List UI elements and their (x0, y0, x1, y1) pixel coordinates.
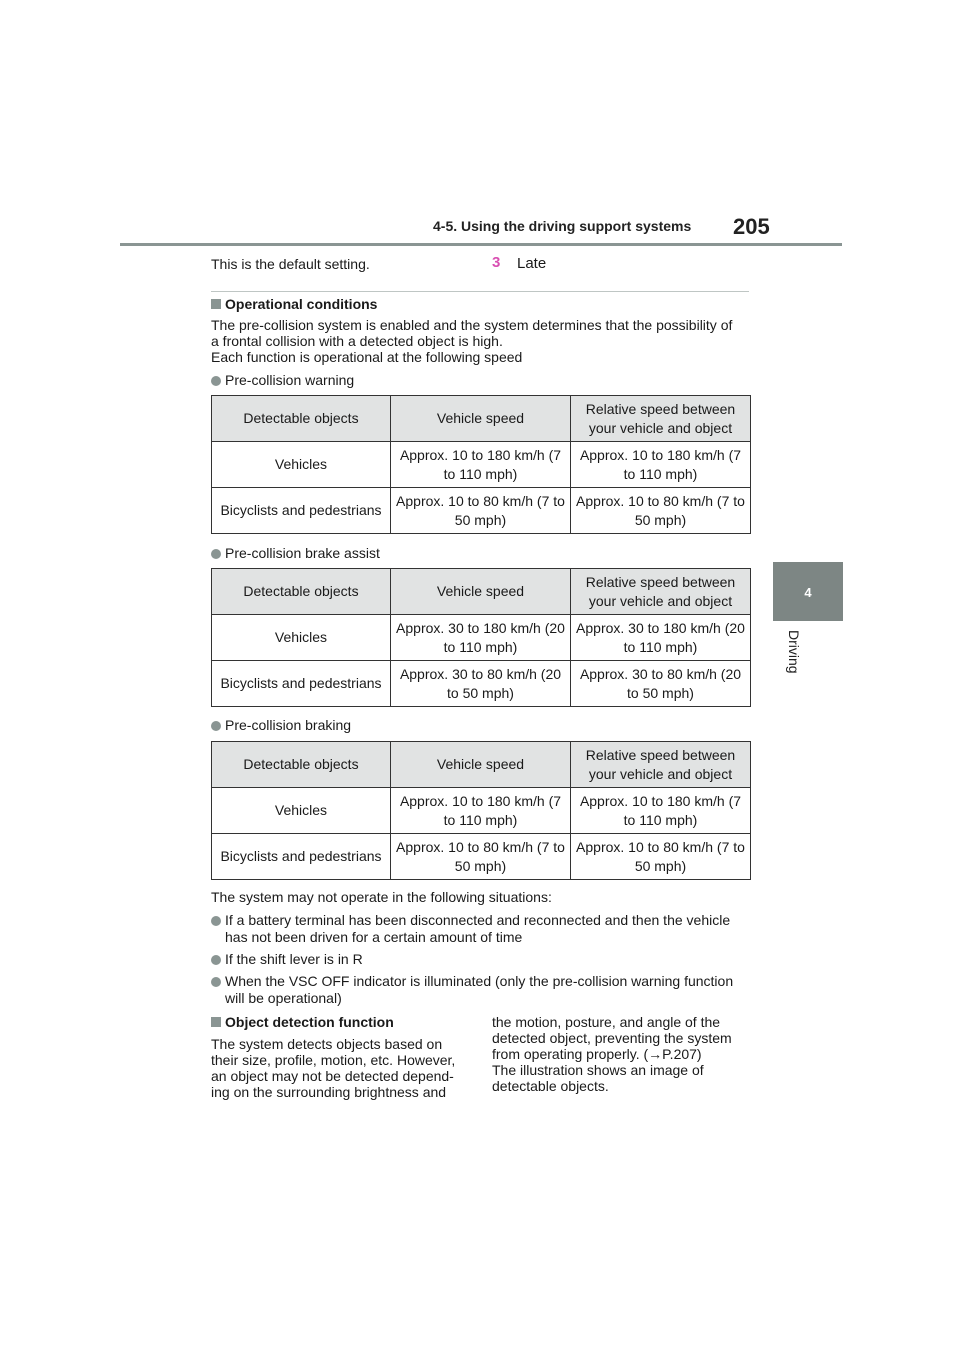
table-cell: Bicyclists and pedestrians (212, 834, 391, 880)
bullet-dot-icon (211, 916, 221, 926)
table-header-row (212, 569, 751, 615)
table-cell: Approx. 10 to 180 km/h (7 to 110 mph) (570, 788, 750, 834)
pre-collision-warning-table (211, 395, 751, 534)
chapter-label: Driving (786, 630, 802, 674)
not-operate-item-1-cont: has not been driven for a certain amount of time (225, 929, 523, 945)
table-row (212, 488, 751, 534)
bullet-dot-icon (211, 549, 221, 559)
table-header-row (212, 742, 751, 788)
operational-para-line1: The pre-collision system is enabled and the system determines that the possibility of (211, 317, 733, 333)
table-cell: Approx. 10 to 180 km/h (7 to 110 mph) (390, 788, 570, 834)
object-detection-right-line: The illustration shows an image of (492, 1062, 704, 1078)
table-header-cell: Vehicle speed (390, 396, 570, 442)
operational-heading-text: Operational conditions (225, 296, 378, 312)
table-cell: Bicyclists and pedestrians (212, 661, 391, 707)
operational-para-line2: a frontal collision with a detected object is high. (211, 333, 503, 349)
table-row (212, 661, 751, 707)
object-detection-left-line: The system detects objects based on (211, 1036, 443, 1052)
bullet-pre-collision-brake-assist (211, 545, 380, 561)
table-row (212, 615, 751, 661)
table-cell: Approx. 30 to 180 km/h (20 to 110 mph) (390, 615, 570, 661)
chapter-tab (773, 562, 843, 621)
table-header-cell: Detectable objects (212, 742, 391, 788)
table-row (212, 834, 751, 880)
section-divider (211, 291, 749, 292)
object-detection-heading (211, 1014, 394, 1030)
step-number: 3 (492, 254, 501, 271)
table-header-cell: Relative speed between your vehicle and object (570, 396, 750, 442)
bullet-dot-icon (211, 977, 221, 987)
pre-collision-braking-table (211, 741, 751, 880)
not-operate-item-2 (211, 951, 363, 967)
bullet-text: Pre-collision warning (225, 372, 355, 388)
table-cell: Approx. 10 to 80 km/h (7 to 50 mph) (570, 488, 750, 534)
table-cell: Approx. 10 to 80 km/h (7 to 50 mph) (570, 834, 750, 880)
object-detection-right-line: detectable objects. (492, 1078, 609, 1094)
bullet-text: If a battery terminal has been disconnected and reconnected and then the vehicle (225, 912, 731, 928)
chapter-number: 4 (804, 585, 812, 600)
bullet-dot-icon (211, 721, 221, 731)
pre-collision-brake-assist-table (211, 568, 751, 707)
table-cell: Approx. 10 to 180 km/h (7 to 110 mph) (390, 442, 570, 488)
square-bullet-icon (211, 1017, 221, 1027)
object-detection-right-line: detected object, preventing the system (492, 1030, 732, 1046)
bullet-text: Pre-collision brake assist (225, 545, 380, 561)
bullet-dot-icon (211, 955, 221, 965)
table-cell: Vehicles (212, 788, 391, 834)
table-cell: Approx. 30 to 180 km/h (20 to 110 mph) (570, 615, 750, 661)
table-cell: Approx. 10 to 80 km/h (7 to 50 mph) (390, 488, 570, 534)
table-cell: Vehicles (212, 442, 391, 488)
table-row (212, 788, 751, 834)
table-header-cell: Relative speed between your vehicle and object (570, 569, 750, 615)
square-bullet-icon (211, 299, 221, 309)
table-header-cell: Vehicle speed (390, 569, 570, 615)
table-cell: Approx. 30 to 80 km/h (20 to 50 mph) (390, 661, 570, 707)
operational-heading (211, 296, 377, 312)
step-text: Late (517, 255, 547, 272)
table-header-cell: Relative speed between your vehicle and object (570, 742, 750, 788)
bullet-pre-collision-warning (211, 372, 354, 388)
not-operate-intro: The system may not operate in the following situations: (211, 889, 552, 905)
bullet-text: Pre-collision braking (225, 717, 352, 733)
section-title: 4-5. Using the driving support systems (433, 218, 692, 234)
object-detection-left-line: ing on the surrounding brightness and (211, 1084, 447, 1100)
not-operate-item-3-cont: will be operational) (225, 990, 342, 1006)
table-header-cell: Detectable objects (212, 396, 391, 442)
table-cell: Vehicles (212, 615, 391, 661)
bullet-pre-collision-braking (211, 717, 351, 733)
table-cell: Approx. 10 to 80 km/h (7 to 50 mph) (390, 834, 570, 880)
header-rule (120, 243, 842, 246)
object-detection-heading-text: Object detection function (225, 1014, 394, 1030)
operational-para-line3: Each function is operational at the following speed (211, 349, 523, 365)
object-detection-right-line: from operating properly. (→P.207) (492, 1046, 702, 1062)
table-cell: Bicyclists and pedestrians (212, 488, 391, 534)
page-number: 205 (733, 214, 770, 239)
table-row (212, 442, 751, 488)
table-header-cell: Vehicle speed (390, 742, 570, 788)
table-cell: Approx. 30 to 80 km/h (20 to 50 mph) (570, 661, 750, 707)
table-header-row (212, 396, 751, 442)
not-operate-item-1 (211, 912, 730, 928)
object-detection-left-line: their size, profile, motion, etc. However, (211, 1052, 456, 1068)
not-operate-item-3 (211, 973, 733, 989)
bullet-dot-icon (211, 376, 221, 386)
default-note: This is the default setting. (211, 256, 370, 272)
object-detection-right-line: the motion, posture, and angle of the (492, 1014, 721, 1030)
table-cell: Approx. 10 to 180 km/h (7 to 110 mph) (570, 442, 750, 488)
bullet-text: When the VSC OFF indicator is illuminated (only the pre-collision warning function (225, 973, 734, 989)
table-header-cell: Detectable objects (212, 569, 391, 615)
bullet-text: If the shift lever is in R (225, 951, 363, 967)
object-detection-left-line: an object may not be detected depend- (211, 1068, 454, 1084)
